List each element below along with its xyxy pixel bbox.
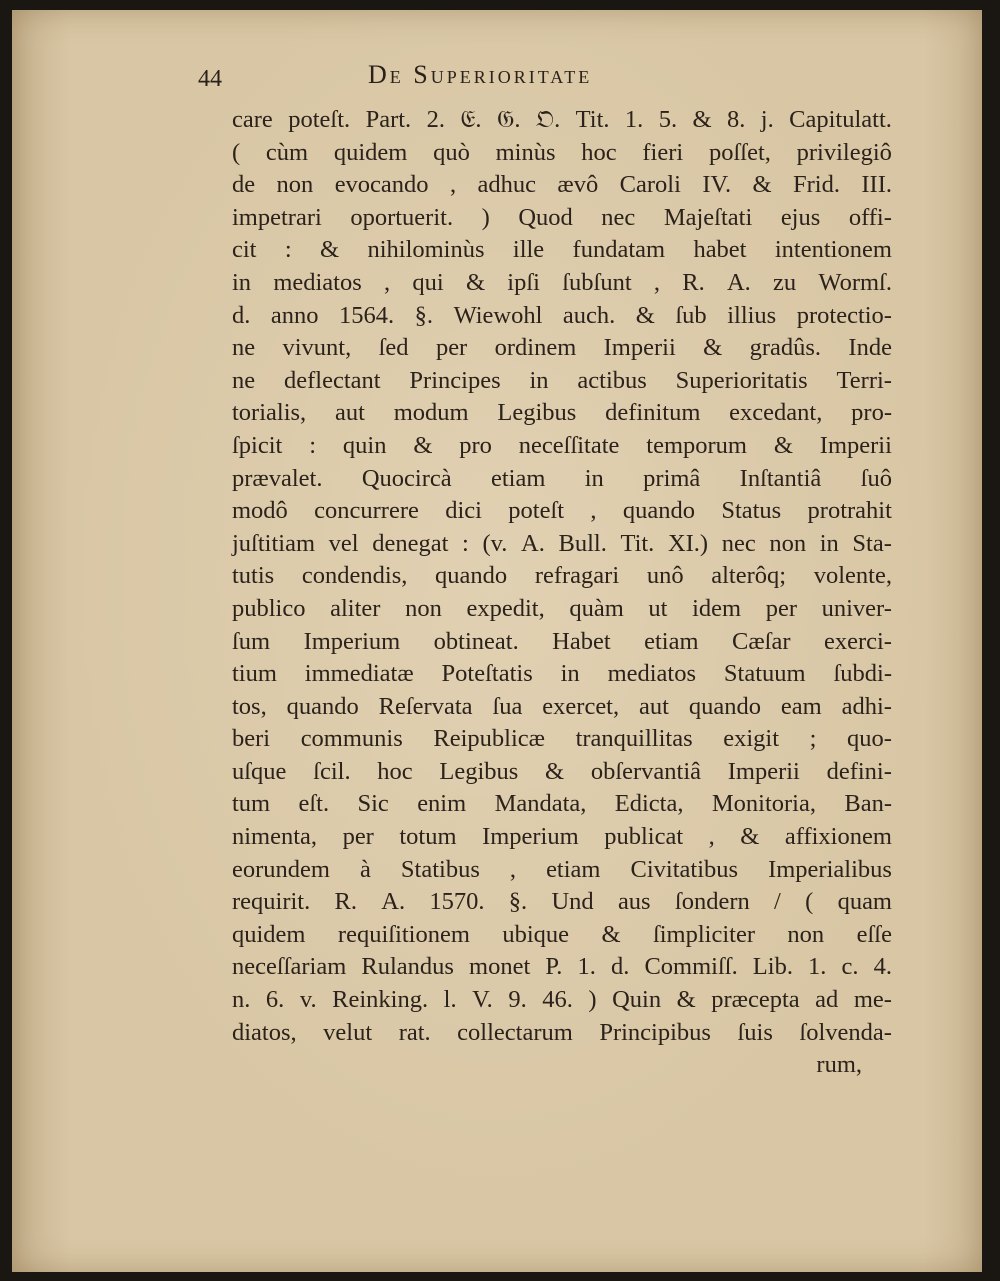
text-line: care poteſt. Part. 2. 𝔈. 𝔊. 𝔒. Tit. 1. 5. & 8. j. Capitulatt.: [232, 106, 892, 133]
text-line: beri communis Reipublicæ tranquillitas exigit ; quo-: [232, 725, 892, 753]
text-line: diatos, velut rat. collectarum Principibus ſuis ſolvenda-: [232, 1018, 892, 1046]
text-line: d. anno 1564. §. Wiewohl auch. & ſub illius protectio-: [232, 301, 892, 329]
text-line: neceſſariam Rulandus monet P. 1. d. Commiſſ. Lib. 1. c. 4.: [232, 953, 892, 981]
catchword: rum,: [816, 1051, 862, 1079]
text-line: quidem requiſitionem ubique & ſimpliciter non eſſe: [232, 920, 892, 948]
text-line: uſque ſcil. hoc Legibus & obſervantiâ Imperii defini-: [232, 757, 892, 785]
text-line: tium immediatæ Poteſtatis in mediatos Statuum ſubdi-: [232, 660, 892, 688]
text-line: torialis, aut modum Legibus definitum excedant, pro-: [232, 399, 892, 427]
text-line: eorundem à Statibus , etiam Civitatibus Imperialibus: [232, 855, 892, 883]
text-line: nimenta, per totum Imperium publicat , & affixionem: [232, 823, 892, 851]
text-line: in mediatos , qui & ipſi ſubſunt , R. A. zu Wormſ.: [232, 268, 892, 296]
text-line: ne deflectant Principes in actibus Superioritatis Terri-: [232, 366, 892, 394]
running-title: De Superioritate: [368, 60, 593, 89]
body-text: [232, 106, 892, 1084]
text-line: ſpicit : quin & pro neceſſitate temporum & Imperii: [232, 431, 892, 459]
text-line: requirit. R. A. 1570. §. Und aus ſondern / ( quam: [232, 888, 892, 916]
text-line: impetrari oportuerit. ) Quod nec Majeſtati ejus offi-: [232, 203, 892, 231]
page-number: 44: [198, 66, 222, 92]
text-line: modô concurrere dici poteſt , quando Status protrahit: [232, 497, 892, 525]
text-line: n. 6. v. Reinking. l. V. 9. 46. ) Quin & præcepta ad me-: [232, 986, 892, 1014]
text-line: juſtitiam vel denegat : (v. A. Bull. Tit. XI.) nec non in Sta-: [232, 529, 892, 557]
page-header: [0, 54, 1000, 94]
text-line: tos, quando Reſervata ſua exercet, aut quando eam adhi-: [232, 692, 892, 720]
text-line: cit : & nihilominùs ille fundatam habet intentionem: [232, 236, 892, 264]
text-line: tum eſt. Sic enim Mandata, Edicta, Monitoria, Ban-: [232, 790, 892, 818]
text-line: de non evocando , adhuc ævô Caroli IV. & Frid. III.: [232, 171, 892, 199]
text-line: publico aliter non expedit, quàm ut idem per univer-: [232, 594, 892, 622]
text-line: ſum Imperium obtineat. Habet etiam Cæſar exerci-: [232, 627, 892, 655]
text-line: ne vivunt, ſed per ordinem Imperii & gradûs. Inde: [232, 334, 892, 362]
text-line: prævalet. Quocircà etiam in primâ Inſtantiâ ſuô: [232, 464, 892, 492]
text-line: tutis condendis, quando refragari unô alterôq; volente,: [232, 562, 892, 590]
text-line: ( cùm quidem quò minùs hoc fieri poſſet, privilegiô: [232, 138, 892, 166]
